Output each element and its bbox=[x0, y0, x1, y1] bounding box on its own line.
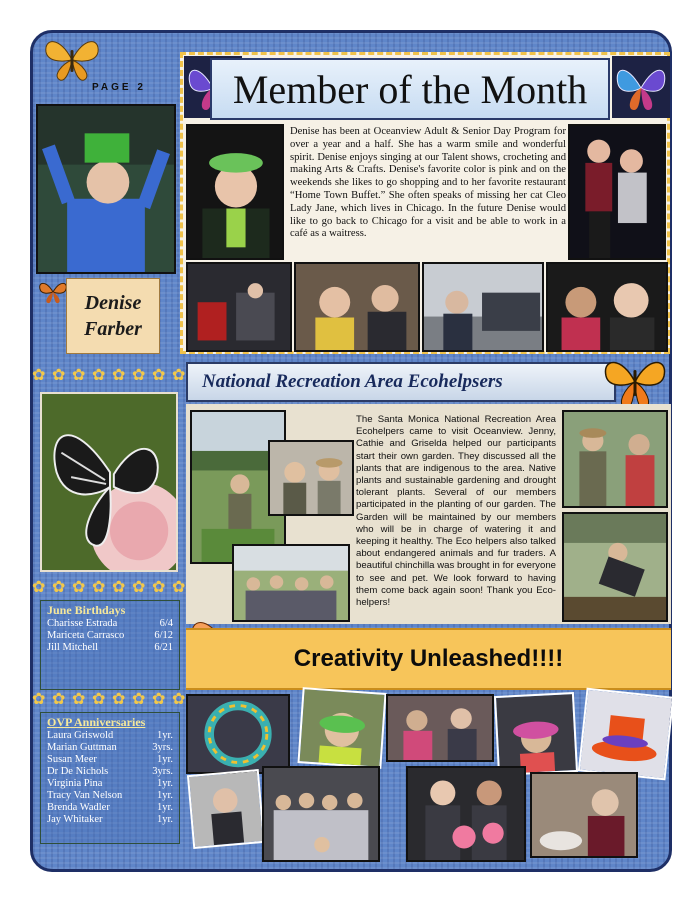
denise-singing-photo bbox=[568, 124, 666, 260]
flower-border bbox=[32, 692, 188, 712]
creativity-banner bbox=[186, 628, 671, 690]
flower-icon: ✿ bbox=[152, 579, 166, 596]
eco-helpers-photo bbox=[268, 440, 354, 516]
eco-text: The Santa Monica National Recreation Area Ecohelpers came to visit Oceanview. Jenny, Cathie and Griselda helped our participants start their own garden. They discussed all the plants that are indigenous to the area. Native plants and sustainable gardening and drought tolerant plants. Several of our members participated in the planting of our garden. The Garden will be maintained by our members who will be in charge of watering it and keeping it healthy. The Eco helpers also talked about endangered animals and fur traders. A beautiful chinchilla was brought in for everyone to see and pet. We look forward to having them come back again soon! Thank you Eco-helpers! bbox=[356, 414, 556, 609]
flower-icon: ✿ bbox=[32, 367, 46, 384]
flower-icon: ✿ bbox=[72, 367, 86, 384]
denise-photo-hat bbox=[186, 124, 284, 260]
flower-icon: ✿ bbox=[132, 579, 146, 596]
participant-photo bbox=[530, 772, 638, 858]
activity-photo bbox=[422, 262, 544, 352]
list-item: Jay Whitaker 1yr. bbox=[47, 814, 173, 825]
flower-icon: ✿ bbox=[112, 367, 126, 384]
anniversaries-box bbox=[40, 712, 180, 844]
flower-icon: ✿ bbox=[172, 367, 186, 384]
denise-photo-party bbox=[36, 104, 176, 274]
list-item: Marian Guttman 3yrs. bbox=[47, 742, 173, 753]
flower-icon: ✿ bbox=[112, 691, 126, 708]
list-item: Laura Griswold 1yr. bbox=[47, 730, 173, 741]
flower-icon: ✿ bbox=[72, 691, 86, 708]
small-butterfly-icon bbox=[38, 280, 68, 304]
chinchilla-photo bbox=[562, 410, 668, 508]
list-item: Dr De Nichols 3yrs. bbox=[47, 766, 173, 777]
blue-butterfly-icon bbox=[612, 56, 670, 118]
list-item: Jill Mitchell 6/21 bbox=[47, 642, 173, 653]
butterfly-icon bbox=[40, 34, 104, 84]
list-item: Brenda Wadler 1yr. bbox=[47, 802, 173, 813]
mask-photo bbox=[494, 692, 578, 776]
creativity-title: Creativity Unleashed!!!! bbox=[293, 645, 564, 672]
eco-title-banner bbox=[186, 362, 616, 402]
flower-border bbox=[32, 580, 188, 600]
anniversaries-title: OVP Anniversaries bbox=[47, 715, 146, 729]
flowers-craft-photo bbox=[406, 766, 526, 862]
group-garden-photo bbox=[232, 544, 350, 622]
page-number-label: PAGE 2 bbox=[92, 82, 146, 93]
list-item: Mariceta Carrasco 6/12 bbox=[47, 630, 173, 641]
activity-photo bbox=[546, 262, 668, 352]
member-last-name: Farber bbox=[84, 318, 142, 340]
birthdays-title: June Birthdays bbox=[47, 603, 126, 617]
flower-icon: ✿ bbox=[92, 579, 106, 596]
crafts-photo bbox=[386, 694, 494, 762]
flower-icon: ✿ bbox=[92, 367, 106, 384]
member-bio: Denise has been at Oceanview Adult & Senior Day Program for over a year and a half. She has a warm smile and wonderful spirit. Denise enjoys singing at our Talent shows, crocheting and making Arts & Crafts. Denise's favorite color is pink and on the weekends she likes to go shopping and to her favorite restaurant “Home Town Buffet.” She often speaks of missing her cat Cleo Lady Jane, which lives in Chicago. In the future Denise would like to go back to Chicago for a visit and be able to work in a café as a waitress. bbox=[290, 126, 566, 240]
participant-photo bbox=[187, 769, 265, 849]
activity-photo bbox=[186, 262, 292, 352]
list-item: Virginia Pina 1yr. bbox=[47, 778, 173, 789]
group-photo bbox=[262, 766, 380, 862]
flower-icon: ✿ bbox=[132, 691, 146, 708]
flower-icon: ✿ bbox=[92, 691, 106, 708]
orange-butterfly-icon bbox=[598, 352, 672, 412]
eco-title: National Recreation Area Ecohelpsers bbox=[202, 371, 503, 392]
flower-icon: ✿ bbox=[172, 579, 186, 596]
crafts-photo bbox=[186, 694, 290, 774]
flower-icon: ✿ bbox=[52, 691, 66, 708]
flower-icon: ✿ bbox=[72, 579, 86, 596]
flower-icon: ✿ bbox=[32, 691, 46, 708]
member-name-card bbox=[66, 278, 160, 354]
birthdays-box bbox=[40, 600, 180, 690]
flower-icon: ✿ bbox=[112, 579, 126, 596]
hat-photo bbox=[578, 688, 674, 781]
flower-icon: ✿ bbox=[132, 367, 146, 384]
flower-icon: ✿ bbox=[52, 367, 66, 384]
member-title-banner bbox=[210, 58, 610, 120]
member-first-name: Denise bbox=[84, 292, 142, 314]
butterfly-flower-photo bbox=[40, 392, 178, 572]
flower-icon: ✿ bbox=[32, 579, 46, 596]
activity-photo bbox=[294, 262, 420, 352]
list-item: Susan Meer 1yr. bbox=[47, 754, 173, 765]
flower-border bbox=[32, 368, 188, 388]
list-item: Charisse Estrada 6/4 bbox=[47, 618, 173, 629]
flower-icon: ✿ bbox=[52, 579, 66, 596]
flower-icon: ✿ bbox=[152, 691, 166, 708]
member-title: Member of the Month bbox=[232, 66, 588, 112]
planting-photo bbox=[562, 512, 668, 622]
list-item: Tracy Van Nelson 1yr. bbox=[47, 790, 173, 801]
flower-icon: ✿ bbox=[172, 691, 186, 708]
flower-icon: ✿ bbox=[152, 367, 166, 384]
mask-photo bbox=[297, 687, 386, 769]
